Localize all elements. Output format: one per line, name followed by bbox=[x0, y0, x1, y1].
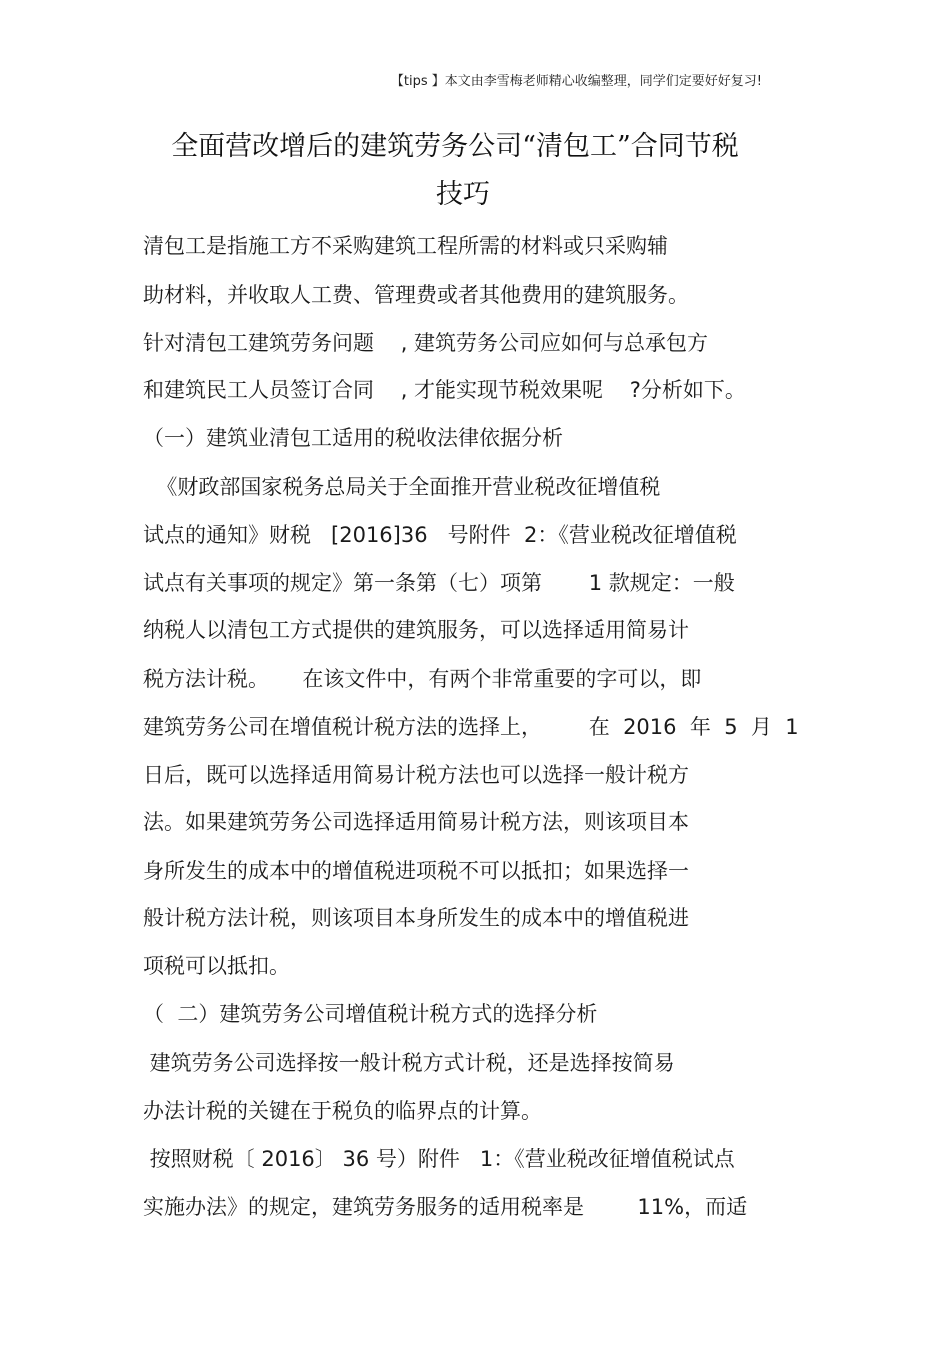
body-line: 建筑劳务公司在增值税计税方法的选择上， 在 2016 年 5 月 1 bbox=[143, 715, 799, 739]
section-heading-2: （ 二）建筑劳务公司增值税计税方式的选择分析 bbox=[143, 1002, 598, 1026]
body-line: 建筑劳务公司选择按一般计税方式计税，还是选择按简易 bbox=[143, 1051, 675, 1075]
body-line: 和建筑民工人员签订合同 , 才能实现节税效果呢 ?分析如下。 bbox=[143, 378, 746, 402]
body-line: 按照财税〔 2016〕 36 号）附件 1：《营业税改征增值税试点 bbox=[143, 1147, 735, 1171]
body-line: 清包工是指施工方不采购建筑工程所需的材料或只采购辅 bbox=[143, 234, 668, 258]
body-line: 试点有关事项的规定》第一条第（七）项第 1 款规定：一般 bbox=[143, 571, 735, 595]
body-line: 实施办法》的规定，建筑劳务服务的适用税率是 11%，而适 bbox=[143, 1195, 748, 1219]
body-line: 助材料，并收取人工费、管理费或者其他费用的建筑服务。 bbox=[143, 283, 689, 307]
section-heading-1: （一）建筑业清包工适用的税收法律依据分析 bbox=[143, 426, 563, 450]
document-title-line-1: 全面营改增后的建筑劳务公司“清包工”合同节税 bbox=[171, 131, 739, 162]
document-title-line-2: 技巧 bbox=[436, 179, 490, 210]
body-line: 针对清包工建筑劳务问题 , 建筑劳务公司应如何与总承包方 bbox=[143, 331, 709, 355]
body-line: 项税可以抵扣。 bbox=[143, 954, 290, 978]
header-tips: 【tips 】本文由李雪梅老师精心收编整理，同学们定要好好复习! bbox=[390, 74, 762, 89]
body-line: 日后，既可以选择适用简易计税方法也可以选择一般计税方 bbox=[143, 763, 689, 787]
body-line: 《财政部国家税务总局关于全面推开营业税改征增值税 bbox=[143, 475, 661, 499]
body-line: 身所发生的成本中的增值税进项税不可以抵扣；如果选择一 bbox=[143, 859, 689, 883]
body-line: 纳税人以清包工方式提供的建筑服务，可以选择适用简易计 bbox=[143, 618, 689, 642]
body-line: 法。如果建筑劳务公司选择适用简易计税方法，则该项目本 bbox=[143, 810, 689, 834]
body-line: 办法计税的关键在于税负的临界点的计算。 bbox=[143, 1099, 542, 1123]
body-line: 税方法计税。 在该文件中，有两个非常重要的字可以，即 bbox=[143, 667, 702, 691]
body-line: 般计税方法计税，则该项目本身所发生的成本中的增值税进 bbox=[143, 906, 689, 930]
body-line: 试点的通知》财税 [2016]36 号附件 2：《营业税改征增值税 bbox=[143, 523, 737, 547]
